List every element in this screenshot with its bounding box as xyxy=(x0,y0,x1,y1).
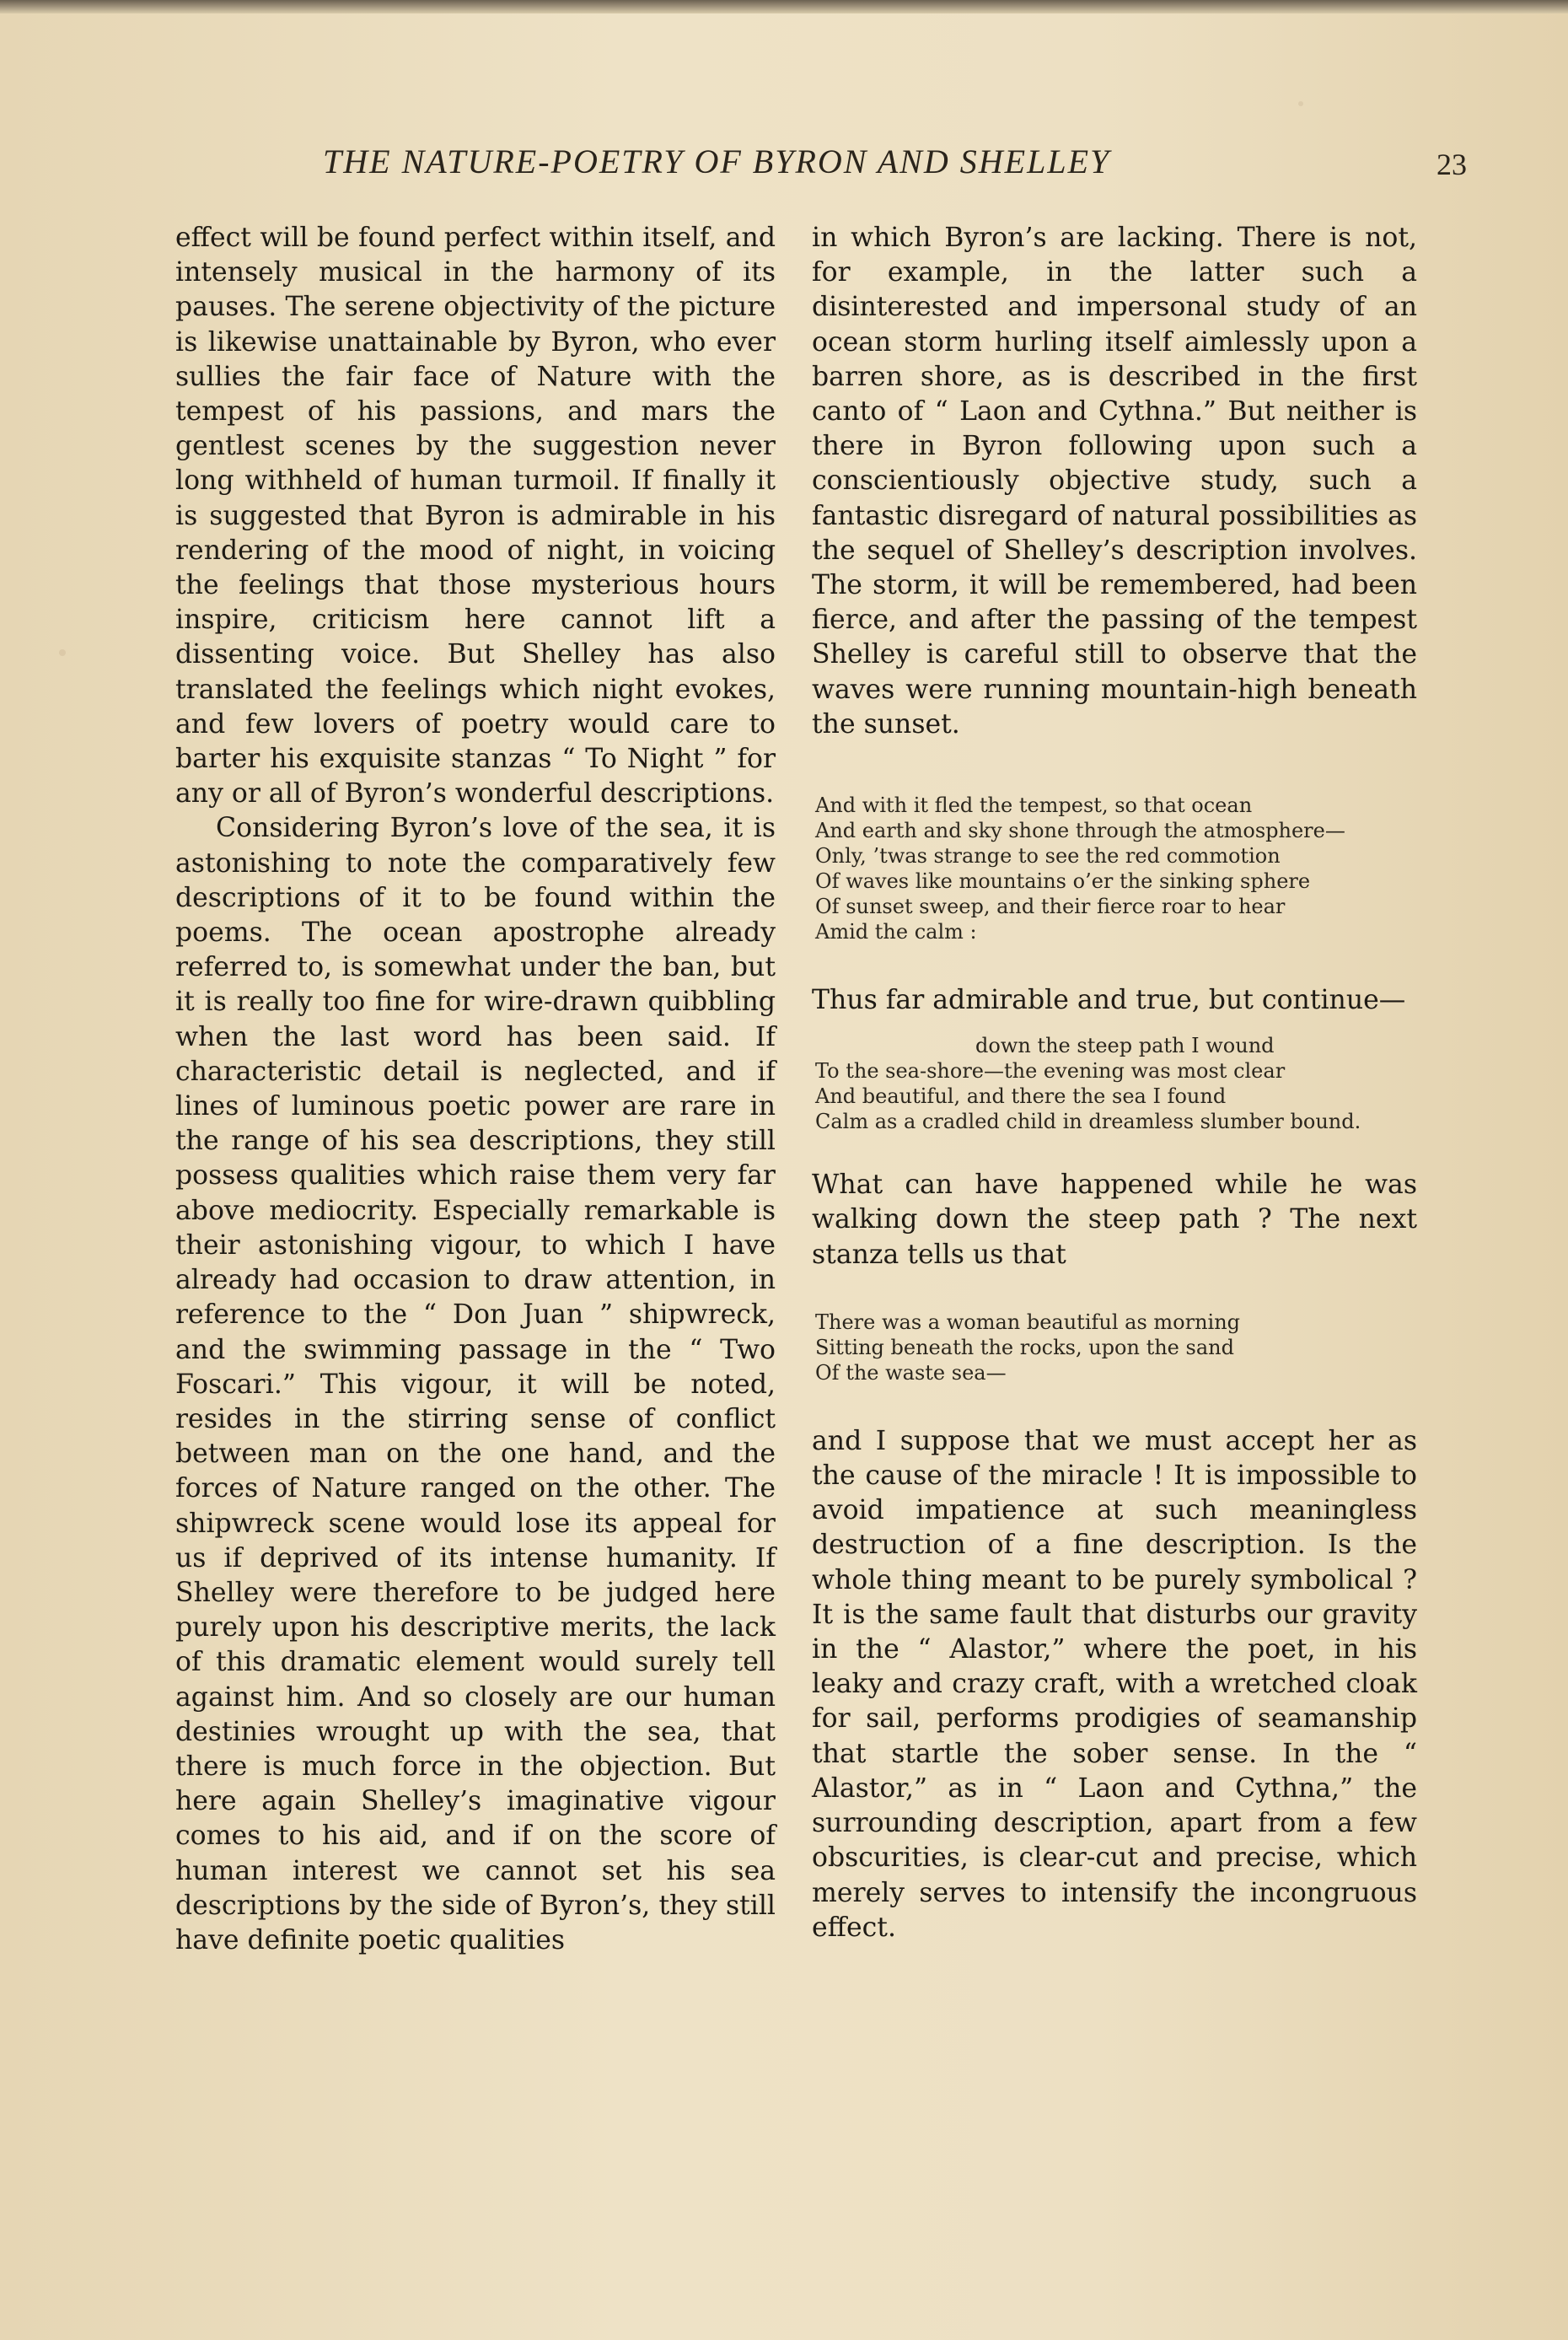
verse-line: Of the waste sea— xyxy=(815,1360,1007,1385)
paragraph: Considering Byron’s love of the sea, it is astonishing to note the comparatively few descriptions of it to be found within the poems. The ocean apostrophe already referred to, is somewhat under the ban, but it is really too fine for wire-drawn quibbling when the last word has been said. If characteristic detail is neglected, and if lines of luminous poetic power are rare in the range of his sea descriptions, they still possess qualities which raise them very far above mediocrity. Especially remarkable is their astonishing vigour, to which I have already had occasion to draw attention, in reference to the “ Don Juan ” shipwreck, and the swimming passage in the “ Two Foscari.” This vigour, it will be noted, resides in the stirring sense of conflict between man on the one hand, and the forces of Nature ranged on the other. The shipwreck scene would lose its appeal for us if deprived of its intense humanity. If Shelley were therefore to be judged here purely upon his descriptive merits, the lack of this dramatic element would surely tell against him. And so closely are our human destinies wrought up with the sea, that there is much force in the objection. But here again Shelley’s imaginative vigour comes to his aid, and if on the score of human interest we cannot set his sea descriptions by the side of Byron’s, they still have definite poetic qualities xyxy=(175,813,776,1955)
running-head xyxy=(169,142,1467,192)
verse-line: There was a woman beautiful as morning xyxy=(815,1310,1241,1334)
paper-stain xyxy=(1298,101,1303,106)
page-title: THE NATURE-POETRY OF BYRON AND SHELLEY xyxy=(323,143,1111,180)
paper-stain xyxy=(59,649,66,656)
verse-quotation xyxy=(812,1310,1417,1385)
page-edge-shadow xyxy=(0,0,1568,13)
verse-quotation xyxy=(812,793,1417,944)
verse-line: And earth and sky shone through the atmosphere— xyxy=(815,819,1345,843)
verse-line: Amid the calm : xyxy=(815,920,977,944)
verse-line: Sitting beneath the rocks, upon the sand xyxy=(815,1335,1234,1359)
verse-line: Calm as a cradled child in dreamless slumber bound. xyxy=(815,1110,1361,1134)
paragraph: and I suppose that we must accept her as the cause of the miracle ! It is impossible to avoid impatience at such meaningless destruction of a fine description. Is the whole thing meant to be purely symbolical ? It is the same fault that disturbs our gravity in the “ Alastor,” where the poet, in his leaky and crazy craft, with a wretched cloak for sail, performs prodigies of seamanship that startle the sober sense. In the “ Alastor,” as in “ Laon and Cythna,” the surrounding description, apart from a few obscurities, is clear-cut and precise, which merely serves to intensify the incongruous effect. xyxy=(812,1425,1417,1943)
right-column xyxy=(812,221,1417,1945)
verse-line: Of waves like mountains o’er the sinking sphere xyxy=(815,869,1311,894)
verse-line: And beautiful, and there the sea I found xyxy=(815,1084,1227,1109)
verse-line: Only, ’twas strange to see the red commotion xyxy=(815,844,1281,869)
verse-line: down the steep path I wound xyxy=(975,1034,1275,1058)
verse-line: Of sunset sweep, and their fierce roar to hear xyxy=(815,895,1286,919)
verse-line: To the sea-shore—the evening was most clear xyxy=(815,1059,1286,1084)
paragraph: in which Byron’s are lacking. There is not, for example, in the latter such a disinterested and impersonal study of an ocean storm hurling itself aimlessly upon a barren shore, as is described in the first canto of “ Laon and Cythna.” But neither is there in Byron following upon such a conscientiously objective study, such a fantastic disregard of natural possibilities as the sequel of Shelley’s description involves. The storm, it will be remembered, had been fierce, and after the passing of the tempest Shelley is careful still to observe that the waves were running mountain-high beneath the sunset. xyxy=(812,223,1417,740)
paragraph: effect will be found perfect within itself, and intensely musical in the harmony of its pauses. The serene objectivity of the picture is likewise unattainable by Byron, who ever sullies the fair face of Nature with the tempest of his passions, and mars the gentlest scenes by the suggestion never long withheld of human turmoil. If finally it is suggested that Byron is admirable in his rendering of the mood of night, in voicing the feelings that those mysterious hours inspire, criticism here cannot lift a dissenting voice. But Shelley has also translated the feelings which night evokes, and few lovers of poetry would care to barter his exquisite stanzas “ To Night ” for any or all of Byron’s wonderful descriptions. xyxy=(175,223,776,810)
verse-line: And with it fled the tempest, so that ocean xyxy=(815,793,1253,818)
page-number: 23 xyxy=(1436,148,1467,181)
paragraph: What can have happened while he was walking down the steep path ? The next stanza tells us that xyxy=(812,1170,1417,1270)
paragraph: Thus far admirable and true, but continue— xyxy=(812,985,1406,1016)
verse-quotation xyxy=(812,1033,1417,1134)
left-column xyxy=(175,221,776,1958)
